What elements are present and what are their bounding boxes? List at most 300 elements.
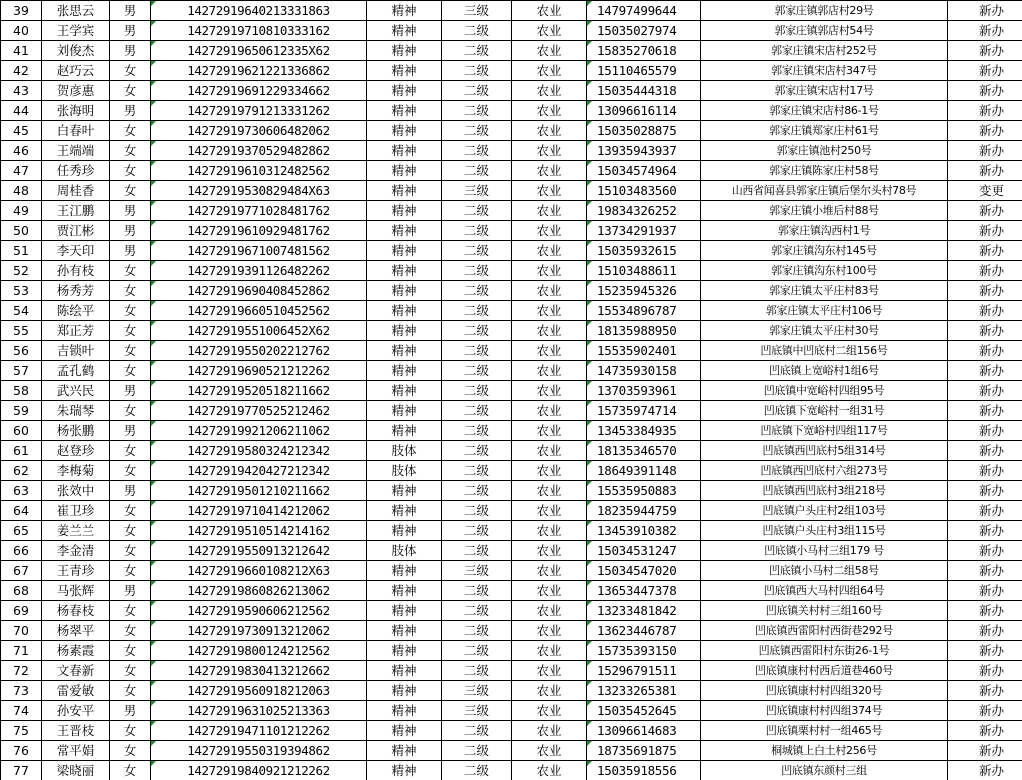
id-number-cell[interactable]: 14272919510514214162 (151, 521, 367, 541)
disability-level-cell[interactable]: 三级 (442, 701, 512, 721)
disability-type-cell[interactable]: 精神 (367, 341, 442, 361)
disability-type-cell[interactable]: 精神 (367, 161, 442, 181)
address-cell[interactable]: 郭家庄镇宋店村252号 (701, 41, 948, 61)
row-number[interactable]: 56 (1, 341, 42, 361)
phone-cell[interactable]: 18135346570 (587, 441, 701, 461)
address-cell[interactable]: 郭家庄镇沟东村145号 (701, 241, 948, 261)
row-number[interactable]: 68 (1, 581, 42, 601)
row-number[interactable]: 46 (1, 141, 42, 161)
row-number[interactable]: 72 (1, 661, 42, 681)
disability-level-cell[interactable]: 二级 (442, 321, 512, 341)
occupation-cell[interactable]: 农业 (512, 161, 587, 181)
name-cell[interactable]: 杨秀芳 (42, 281, 110, 301)
phone-cell[interactable]: 15535902401 (587, 341, 701, 361)
id-number-cell[interactable]: 14272919830413212662 (151, 661, 367, 681)
disability-type-cell[interactable]: 精神 (367, 281, 442, 301)
disability-type-cell[interactable]: 精神 (367, 721, 442, 741)
address-cell[interactable]: 郭家庄镇郭店村54号 (701, 21, 948, 41)
name-cell[interactable]: 王学宾 (42, 21, 110, 41)
disability-level-cell[interactable]: 二级 (442, 721, 512, 741)
occupation-cell[interactable]: 农业 (512, 101, 587, 121)
occupation-cell[interactable]: 农业 (512, 581, 587, 601)
name-cell[interactable]: 周桂香 (42, 181, 110, 201)
phone-cell[interactable]: 13734291937 (587, 221, 701, 241)
disability-type-cell[interactable]: 精神 (367, 401, 442, 421)
phone-cell[interactable]: 15035027974 (587, 21, 701, 41)
disability-type-cell[interactable]: 精神 (367, 121, 442, 141)
status-cell[interactable]: 新办 (948, 381, 1022, 401)
id-number-cell[interactable]: 14272919501210211662 (151, 481, 367, 501)
status-cell[interactable]: 新办 (948, 41, 1022, 61)
status-cell[interactable]: 新办 (948, 261, 1022, 281)
gender-cell[interactable]: 男 (110, 421, 151, 441)
occupation-cell[interactable]: 农业 (512, 381, 587, 401)
id-number-cell[interactable]: 14272919860826213062 (151, 581, 367, 601)
disability-level-cell[interactable]: 二级 (442, 381, 512, 401)
gender-cell[interactable]: 男 (110, 21, 151, 41)
occupation-cell[interactable]: 农业 (512, 221, 587, 241)
gender-cell[interactable]: 男 (110, 201, 151, 221)
disability-type-cell[interactable]: 肢体 (367, 461, 442, 481)
disability-level-cell[interactable]: 二级 (442, 501, 512, 521)
id-number-cell[interactable]: 14272919660108212X63 (151, 561, 367, 581)
status-cell[interactable]: 新办 (948, 541, 1022, 561)
name-cell[interactable]: 郑正芳 (42, 321, 110, 341)
phone-cell[interactable]: 15534896787 (587, 301, 701, 321)
gender-cell[interactable]: 女 (110, 641, 151, 661)
occupation-cell[interactable]: 农业 (512, 301, 587, 321)
address-cell[interactable]: 郭家庄镇小堆后村88号 (701, 201, 948, 221)
name-cell[interactable]: 文春新 (42, 661, 110, 681)
gender-cell[interactable]: 女 (110, 161, 151, 181)
status-cell[interactable]: 新办 (948, 341, 1022, 361)
disability-level-cell[interactable]: 二级 (442, 221, 512, 241)
phone-cell[interactable]: 15296791511 (587, 661, 701, 681)
address-cell[interactable]: 凹底镇西凹底村5组314号 (701, 441, 948, 461)
status-cell[interactable]: 新办 (948, 401, 1022, 421)
phone-cell[interactable]: 15103483560 (587, 181, 701, 201)
name-cell[interactable]: 李梅菊 (42, 461, 110, 481)
id-number-cell[interactable]: 14272919691229334662 (151, 81, 367, 101)
row-number[interactable]: 59 (1, 401, 42, 421)
disability-level-cell[interactable]: 二级 (442, 61, 512, 81)
phone-cell[interactable]: 15735393150 (587, 641, 701, 661)
disability-level-cell[interactable]: 二级 (442, 361, 512, 381)
address-cell[interactable]: 凹底镇栗村村一组465号 (701, 721, 948, 741)
disability-level-cell[interactable]: 二级 (442, 281, 512, 301)
status-cell[interactable]: 新办 (948, 141, 1022, 161)
disability-type-cell[interactable]: 精神 (367, 261, 442, 281)
disability-type-cell[interactable]: 精神 (367, 481, 442, 501)
occupation-cell[interactable]: 农业 (512, 441, 587, 461)
id-number-cell[interactable]: 14272919710414212062 (151, 501, 367, 521)
id-number-cell[interactable]: 14272919690408452862 (151, 281, 367, 301)
disability-level-cell[interactable]: 二级 (442, 261, 512, 281)
disability-level-cell[interactable]: 二级 (442, 201, 512, 221)
id-number-cell[interactable]: 14272919590606212562 (151, 601, 367, 621)
name-cell[interactable]: 赵登珍 (42, 441, 110, 461)
address-cell[interactable]: 凹底镇西凹底村六组273号 (701, 461, 948, 481)
occupation-cell[interactable]: 农业 (512, 201, 587, 221)
name-cell[interactable]: 白春叶 (42, 121, 110, 141)
disability-type-cell[interactable]: 精神 (367, 601, 442, 621)
disability-level-cell[interactable]: 三级 (442, 681, 512, 701)
disability-type-cell[interactable]: 精神 (367, 741, 442, 761)
disability-type-cell[interactable]: 精神 (367, 141, 442, 161)
disability-type-cell[interactable]: 精神 (367, 1, 442, 21)
occupation-cell[interactable]: 农业 (512, 421, 587, 441)
occupation-cell[interactable]: 农业 (512, 361, 587, 381)
gender-cell[interactable]: 女 (110, 301, 151, 321)
row-number[interactable]: 62 (1, 461, 42, 481)
address-cell[interactable]: 凹底镇中宽峪村四组95号 (701, 381, 948, 401)
disability-level-cell[interactable]: 二级 (442, 601, 512, 621)
disability-level-cell[interactable]: 二级 (442, 101, 512, 121)
row-number[interactable]: 41 (1, 41, 42, 61)
occupation-cell[interactable]: 农业 (512, 561, 587, 581)
disability-type-cell[interactable]: 肢体 (367, 541, 442, 561)
status-cell[interactable]: 新办 (948, 81, 1022, 101)
name-cell[interactable]: 任秀珍 (42, 161, 110, 181)
disability-type-cell[interactable]: 肢体 (367, 441, 442, 461)
occupation-cell[interactable]: 农业 (512, 341, 587, 361)
status-cell[interactable]: 新办 (948, 661, 1022, 681)
phone-cell[interactable]: 15034574964 (587, 161, 701, 181)
phone-cell[interactable]: 15735974714 (587, 401, 701, 421)
gender-cell[interactable]: 女 (110, 321, 151, 341)
phone-cell[interactable]: 19834326252 (587, 201, 701, 221)
address-cell[interactable]: 凹底镇户头庄村2组103号 (701, 501, 948, 521)
status-cell[interactable]: 新办 (948, 161, 1022, 181)
address-cell[interactable]: 郭家庄镇太平庄村106号 (701, 301, 948, 321)
name-cell[interactable]: 王青珍 (42, 561, 110, 581)
name-cell[interactable]: 雷爱敏 (42, 681, 110, 701)
status-cell[interactable]: 新办 (948, 121, 1022, 141)
id-number-cell[interactable]: 14272919550319394862 (151, 741, 367, 761)
address-cell[interactable]: 凹底镇康村村四组320号 (701, 681, 948, 701)
occupation-cell[interactable]: 农业 (512, 721, 587, 741)
name-cell[interactable]: 李金清 (42, 541, 110, 561)
occupation-cell[interactable]: 农业 (512, 741, 587, 761)
row-number[interactable]: 53 (1, 281, 42, 301)
phone-cell[interactable]: 18235944759 (587, 501, 701, 521)
address-cell[interactable]: 凹底镇下宽峪村一组31号 (701, 401, 948, 421)
occupation-cell[interactable]: 农业 (512, 521, 587, 541)
status-cell[interactable]: 新办 (948, 561, 1022, 581)
row-number[interactable]: 47 (1, 161, 42, 181)
disability-level-cell[interactable]: 二级 (442, 741, 512, 761)
id-number-cell[interactable]: 14272919550913212642 (151, 541, 367, 561)
occupation-cell[interactable]: 农业 (512, 321, 587, 341)
id-number-cell[interactable]: 14272919690521212262 (151, 361, 367, 381)
disability-type-cell[interactable]: 精神 (367, 561, 442, 581)
name-cell[interactable]: 武兴民 (42, 381, 110, 401)
occupation-cell[interactable]: 农业 (512, 621, 587, 641)
disability-level-cell[interactable]: 二级 (442, 241, 512, 261)
id-number-cell[interactable]: 14272919580324212342 (151, 441, 367, 461)
row-number[interactable]: 63 (1, 481, 42, 501)
name-cell[interactable]: 孙有枝 (42, 261, 110, 281)
row-number[interactable]: 39 (1, 1, 42, 21)
name-cell[interactable]: 赵巧云 (42, 61, 110, 81)
row-number[interactable]: 76 (1, 741, 42, 761)
gender-cell[interactable]: 女 (110, 61, 151, 81)
name-cell[interactable]: 杨张鹏 (42, 421, 110, 441)
phone-cell[interactable]: 13935943937 (587, 141, 701, 161)
disability-level-cell[interactable]: 二级 (442, 421, 512, 441)
phone-cell[interactable]: 15103488611 (587, 261, 701, 281)
disability-level-cell[interactable]: 三级 (442, 181, 512, 201)
occupation-cell[interactable]: 农业 (512, 461, 587, 481)
row-number[interactable]: 77 (1, 761, 42, 780)
disability-type-cell[interactable]: 精神 (367, 21, 442, 41)
occupation-cell[interactable]: 农业 (512, 401, 587, 421)
disability-type-cell[interactable]: 精神 (367, 301, 442, 321)
disability-type-cell[interactable]: 精神 (367, 681, 442, 701)
phone-cell[interactable]: 13453910382 (587, 521, 701, 541)
row-number[interactable]: 71 (1, 641, 42, 661)
occupation-cell[interactable]: 农业 (512, 661, 587, 681)
disability-level-cell[interactable]: 二级 (442, 661, 512, 681)
address-cell[interactable]: 凹底镇西大马村四组64号 (701, 581, 948, 601)
row-number[interactable]: 60 (1, 421, 42, 441)
phone-cell[interactable]: 13096616114 (587, 101, 701, 121)
address-cell[interactable]: 山西省闻喜县郭家庄镇后堡尔头村78号 (701, 181, 948, 201)
gender-cell[interactable]: 男 (110, 381, 151, 401)
phone-cell[interactable]: 15035444318 (587, 81, 701, 101)
disability-type-cell[interactable]: 精神 (367, 501, 442, 521)
occupation-cell[interactable]: 农业 (512, 261, 587, 281)
disability-type-cell[interactable]: 精神 (367, 41, 442, 61)
name-cell[interactable]: 朱瑞琴 (42, 401, 110, 421)
status-cell[interactable]: 新办 (948, 221, 1022, 241)
disability-type-cell[interactable]: 精神 (367, 621, 442, 641)
occupation-cell[interactable]: 农业 (512, 241, 587, 261)
address-cell[interactable]: 凹底镇西雷阳村东街26-1号 (701, 641, 948, 661)
disability-type-cell[interactable]: 精神 (367, 661, 442, 681)
name-cell[interactable]: 陈绘平 (42, 301, 110, 321)
gender-cell[interactable]: 男 (110, 101, 151, 121)
occupation-cell[interactable]: 农业 (512, 681, 587, 701)
row-number[interactable]: 40 (1, 21, 42, 41)
disability-type-cell[interactable]: 精神 (367, 101, 442, 121)
address-cell[interactable]: 凹底镇中凹底村二组156号 (701, 341, 948, 361)
disability-type-cell[interactable]: 精神 (367, 321, 442, 341)
name-cell[interactable]: 常平娟 (42, 741, 110, 761)
phone-cell[interactable]: 15035452645 (587, 701, 701, 721)
gender-cell[interactable]: 男 (110, 481, 151, 501)
phone-cell[interactable]: 14797499644 (587, 1, 701, 21)
disability-type-cell[interactable]: 精神 (367, 241, 442, 261)
occupation-cell[interactable]: 农业 (512, 141, 587, 161)
id-number-cell[interactable]: 14272919770525212462 (151, 401, 367, 421)
status-cell[interactable]: 新办 (948, 721, 1022, 741)
address-cell[interactable]: 桐城镇上白土村256号 (701, 741, 948, 761)
status-cell[interactable]: 新办 (948, 581, 1022, 601)
disability-level-cell[interactable]: 二级 (442, 461, 512, 481)
status-cell[interactable]: 新办 (948, 1, 1022, 21)
status-cell[interactable]: 新办 (948, 201, 1022, 221)
phone-cell[interactable]: 15110465579 (587, 61, 701, 81)
disability-type-cell[interactable]: 精神 (367, 701, 442, 721)
disability-level-cell[interactable]: 二级 (442, 481, 512, 501)
phone-cell[interactable]: 15035932615 (587, 241, 701, 261)
disability-type-cell[interactable]: 精神 (367, 381, 442, 401)
name-cell[interactable]: 孙安平 (42, 701, 110, 721)
status-cell[interactable]: 新办 (948, 701, 1022, 721)
address-cell[interactable]: 凹底镇康村村西后道巷460号 (701, 661, 948, 681)
name-cell[interactable]: 张效中 (42, 481, 110, 501)
id-number-cell[interactable]: 14272919671007481562 (151, 241, 367, 261)
row-number[interactable]: 54 (1, 301, 42, 321)
gender-cell[interactable]: 女 (110, 341, 151, 361)
gender-cell[interactable]: 男 (110, 581, 151, 601)
name-cell[interactable]: 李天印 (42, 241, 110, 261)
id-number-cell[interactable]: 14272919921206211062 (151, 421, 367, 441)
disability-level-cell[interactable]: 二级 (442, 401, 512, 421)
status-cell[interactable]: 新办 (948, 521, 1022, 541)
row-number[interactable]: 61 (1, 441, 42, 461)
row-number[interactable]: 45 (1, 121, 42, 141)
phone-cell[interactable]: 15235945326 (587, 281, 701, 301)
gender-cell[interactable]: 男 (110, 241, 151, 261)
id-number-cell[interactable]: 14272919631025213363 (151, 701, 367, 721)
gender-cell[interactable]: 女 (110, 401, 151, 421)
gender-cell[interactable]: 女 (110, 741, 151, 761)
id-number-cell[interactable]: 14272919621221336862 (151, 61, 367, 81)
row-number[interactable]: 49 (1, 201, 42, 221)
disability-level-cell[interactable]: 二级 (442, 541, 512, 561)
disability-level-cell[interactable]: 二级 (442, 581, 512, 601)
status-cell[interactable]: 新办 (948, 601, 1022, 621)
status-cell[interactable]: 新办 (948, 301, 1022, 321)
name-cell[interactable]: 梁晓丽 (42, 761, 110, 780)
name-cell[interactable]: 姜兰兰 (42, 521, 110, 541)
name-cell[interactable]: 杨素霞 (42, 641, 110, 661)
occupation-cell[interactable]: 农业 (512, 501, 587, 521)
phone-cell[interactable]: 13233265381 (587, 681, 701, 701)
phone-cell[interactable]: 13233481842 (587, 601, 701, 621)
address-cell[interactable]: 凹底镇西雷阳村西街巷292号 (701, 621, 948, 641)
occupation-cell[interactable]: 农业 (512, 601, 587, 621)
gender-cell[interactable]: 女 (110, 441, 151, 461)
id-number-cell[interactable]: 14272919370529482862 (151, 141, 367, 161)
status-cell[interactable]: 新办 (948, 741, 1022, 761)
gender-cell[interactable]: 女 (110, 601, 151, 621)
disability-level-cell[interactable]: 二级 (442, 761, 512, 780)
id-number-cell[interactable]: 14272919730913212062 (151, 621, 367, 641)
address-cell[interactable]: 郭家庄镇陈家庄村58号 (701, 161, 948, 181)
address-cell[interactable]: 凹底镇康村村四组374号 (701, 701, 948, 721)
id-number-cell[interactable]: 14272919771028481762 (151, 201, 367, 221)
gender-cell[interactable]: 女 (110, 681, 151, 701)
gender-cell[interactable]: 女 (110, 121, 151, 141)
name-cell[interactable]: 刘俊杰 (42, 41, 110, 61)
phone-cell[interactable]: 15035028875 (587, 121, 701, 141)
disability-level-cell[interactable]: 二级 (442, 521, 512, 541)
status-cell[interactable]: 新办 (948, 501, 1022, 521)
address-cell[interactable]: 郭家庄镇沟西村1号 (701, 221, 948, 241)
status-cell[interactable]: 新办 (948, 321, 1022, 341)
disability-level-cell[interactable]: 二级 (442, 161, 512, 181)
address-cell[interactable]: 凹底镇西凹底村3组218号 (701, 481, 948, 501)
id-number-cell[interactable]: 14272919791213331262 (151, 101, 367, 121)
occupation-cell[interactable]: 农业 (512, 481, 587, 501)
id-number-cell[interactable]: 14272919660510452562 (151, 301, 367, 321)
disability-type-cell[interactable]: 精神 (367, 181, 442, 201)
status-cell[interactable]: 新办 (948, 61, 1022, 81)
disability-level-cell[interactable]: 二级 (442, 21, 512, 41)
phone-cell[interactable]: 13703593961 (587, 381, 701, 401)
phone-cell[interactable]: 15835270618 (587, 41, 701, 61)
disability-type-cell[interactable]: 精神 (367, 521, 442, 541)
disability-type-cell[interactable]: 精神 (367, 641, 442, 661)
name-cell[interactable]: 杨翠平 (42, 621, 110, 641)
row-number[interactable]: 65 (1, 521, 42, 541)
status-cell[interactable]: 新办 (948, 641, 1022, 661)
name-cell[interactable]: 吉锁叶 (42, 341, 110, 361)
disability-level-cell[interactable]: 二级 (442, 141, 512, 161)
address-cell[interactable]: 郭家庄镇宋店村86-1号 (701, 101, 948, 121)
disability-type-cell[interactable]: 精神 (367, 361, 442, 381)
occupation-cell[interactable]: 农业 (512, 701, 587, 721)
address-cell[interactable]: 凹底镇小马村二组58号 (701, 561, 948, 581)
disability-level-cell[interactable]: 二级 (442, 41, 512, 61)
disability-level-cell[interactable]: 二级 (442, 121, 512, 141)
address-cell[interactable]: 凹底镇小马村三组179 号 (701, 541, 948, 561)
name-cell[interactable]: 贾江彬 (42, 221, 110, 241)
disability-level-cell[interactable]: 二级 (442, 341, 512, 361)
address-cell[interactable]: 郭家庄镇宋店村17号 (701, 81, 948, 101)
phone-cell[interactable]: 13653447378 (587, 581, 701, 601)
row-number[interactable]: 67 (1, 561, 42, 581)
name-cell[interactable]: 崔卫珍 (42, 501, 110, 521)
gender-cell[interactable]: 女 (110, 81, 151, 101)
id-number-cell[interactable]: 14272919710810333162 (151, 21, 367, 41)
id-number-cell[interactable]: 14272919420427212342 (151, 461, 367, 481)
phone-cell[interactable]: 14735930158 (587, 361, 701, 381)
gender-cell[interactable]: 男 (110, 221, 151, 241)
phone-cell[interactable]: 18649391148 (587, 461, 701, 481)
status-cell[interactable]: 新办 (948, 101, 1022, 121)
disability-level-cell[interactable]: 三级 (442, 1, 512, 21)
disability-level-cell[interactable]: 二级 (442, 621, 512, 641)
row-number[interactable]: 73 (1, 681, 42, 701)
gender-cell[interactable]: 女 (110, 461, 151, 481)
phone-cell[interactable]: 15034531247 (587, 541, 701, 561)
address-cell[interactable]: 凹底镇上宽峪村1组6号 (701, 361, 948, 381)
status-cell[interactable]: 新办 (948, 461, 1022, 481)
phone-cell[interactable]: 18135988950 (587, 321, 701, 341)
status-cell[interactable]: 变更 (948, 181, 1022, 201)
gender-cell[interactable]: 女 (110, 261, 151, 281)
row-number[interactable]: 57 (1, 361, 42, 381)
address-cell[interactable]: 凹底镇东颜村三组 (701, 761, 948, 780)
disability-type-cell[interactable]: 精神 (367, 61, 442, 81)
phone-cell[interactable]: 15034547020 (587, 561, 701, 581)
address-cell[interactable]: 郭家庄镇宋店村347号 (701, 61, 948, 81)
status-cell[interactable]: 新办 (948, 361, 1022, 381)
occupation-cell[interactable]: 农业 (512, 541, 587, 561)
address-cell[interactable]: 郭家庄镇池村250号 (701, 141, 948, 161)
phone-cell[interactable]: 15035918556 (587, 761, 701, 780)
row-number[interactable]: 75 (1, 721, 42, 741)
row-number[interactable]: 58 (1, 381, 42, 401)
disability-type-cell[interactable]: 精神 (367, 201, 442, 221)
address-cell[interactable]: 凹底镇关村村三组160号 (701, 601, 948, 621)
row-number[interactable]: 70 (1, 621, 42, 641)
id-number-cell[interactable]: 14272919391126482262 (151, 261, 367, 281)
